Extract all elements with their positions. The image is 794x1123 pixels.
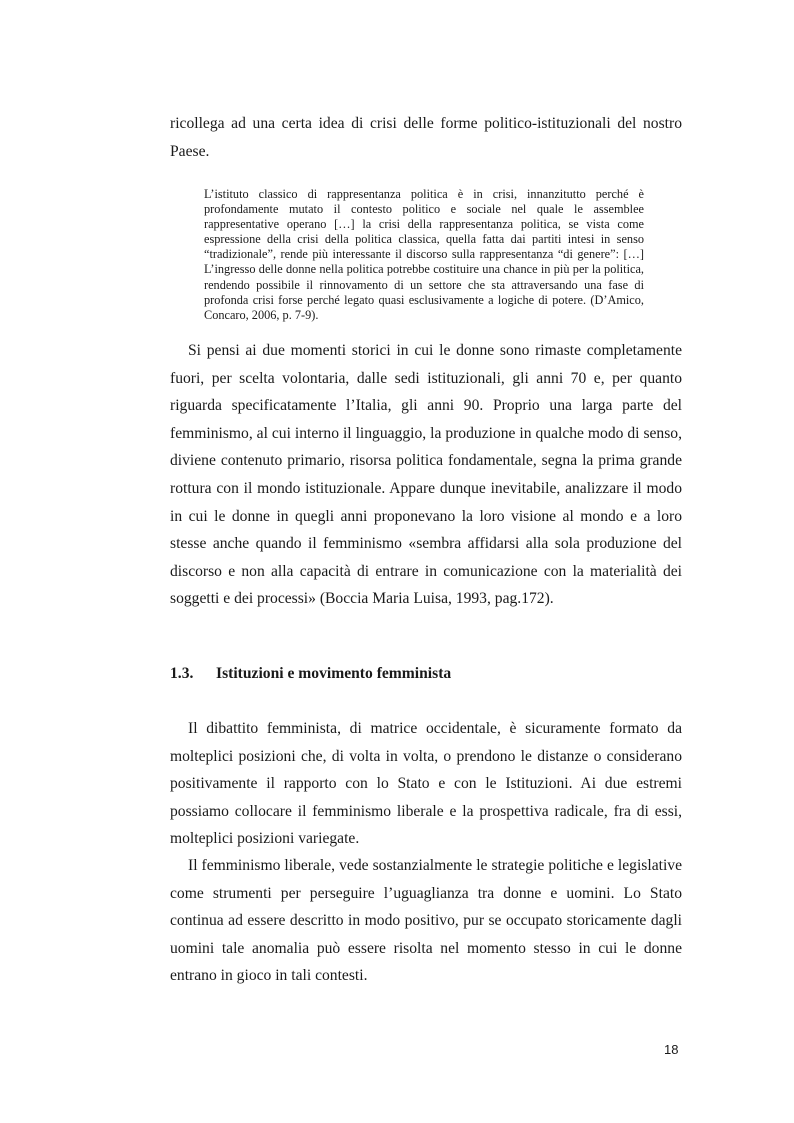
page-number: 18 <box>664 1042 679 1057</box>
section-heading <box>170 662 451 686</box>
section-number: 1.3. <box>170 665 194 682</box>
section-title: Istituzioni e movimento femminista <box>216 665 452 682</box>
body-paragraph-3: Il femminismo liberale, vede sostanzialmente le strategie politiche e legislative come strumenti per perseguire l’uguaglianza tra donne e uomini. Lo Stato continua ad essere descritto in modo positivo, pur se occupato storicamente dagli uomini tale anomalia può essere risolta nel momento stesso in cui le donne entrano in gioco in tali contesti. <box>170 857 682 985</box>
intro-paragraph: ricollega ad una certa idea di crisi delle forme politico-istituzionali del nostro Paese. <box>170 115 682 160</box>
body-paragraph-2: Il dibattito femminista, di matrice occidentale, è sicuramente formato da molteplici posizioni che, di volta in volta, o prendono le distanze o considerano positivamente il rapporto con lo Stato e con le Istituzioni. Ai due estremi possiamo collocare il femminismo liberale e la prospettiva radicale, fra di essi, molteplici posizioni variegate. <box>170 720 682 848</box>
block-quote: L’istituto classico di rappresentanza politica è in crisi, innanzitutto perché è profondamente mutato il contesto politico e sociale nel quale le assemblee rappresentative operano […] la crisi della rappresentanza politica, se vista come espressione della crisi della politica classica, quella fatta dai partiti intesi in senso “tradizionale”, rende più interessante il discorso sulla rappresentanza “di genere”: […] L’ingresso delle donne nella politica potrebbe costituire una chance in più per la politica, rendendo possibile il rinnovamento di un settore che sta attraversando una fase di profonda crisi forse perché legato quasi esclusivamente a logiche di potere. (D’Amico, Concaro, 2006, p. 7-9). <box>204 187 644 322</box>
body-paragraph-1: Si pensi ai due momenti storici in cui le donne sono rimaste completamente fuori, per scelta volontaria, dalle sedi istituzionali, gli anni 70 e, per quanto riguarda specificatamente l’Italia, gli anni 90. Proprio una larga parte del femminismo, al cui interno il linguaggio, la produzione in qualche modo di senso, diviene contenuto primario, risorsa politica fondamentale, segna la prima grande rottura con il mondo istituzionale. Appare dunque inevitabile, analizzare il modo in cui le donne in quegli anni proponevano la loro visione al mondo e a loro stesse anche quando il femminismo «sembra affidarsi alla sola produzione del discorso e non alla capacità di entrare in comunicazione con la materialità dei soggetti e dei processi» (Boccia Maria Luisa, 1993, pag.172). <box>170 342 682 608</box>
